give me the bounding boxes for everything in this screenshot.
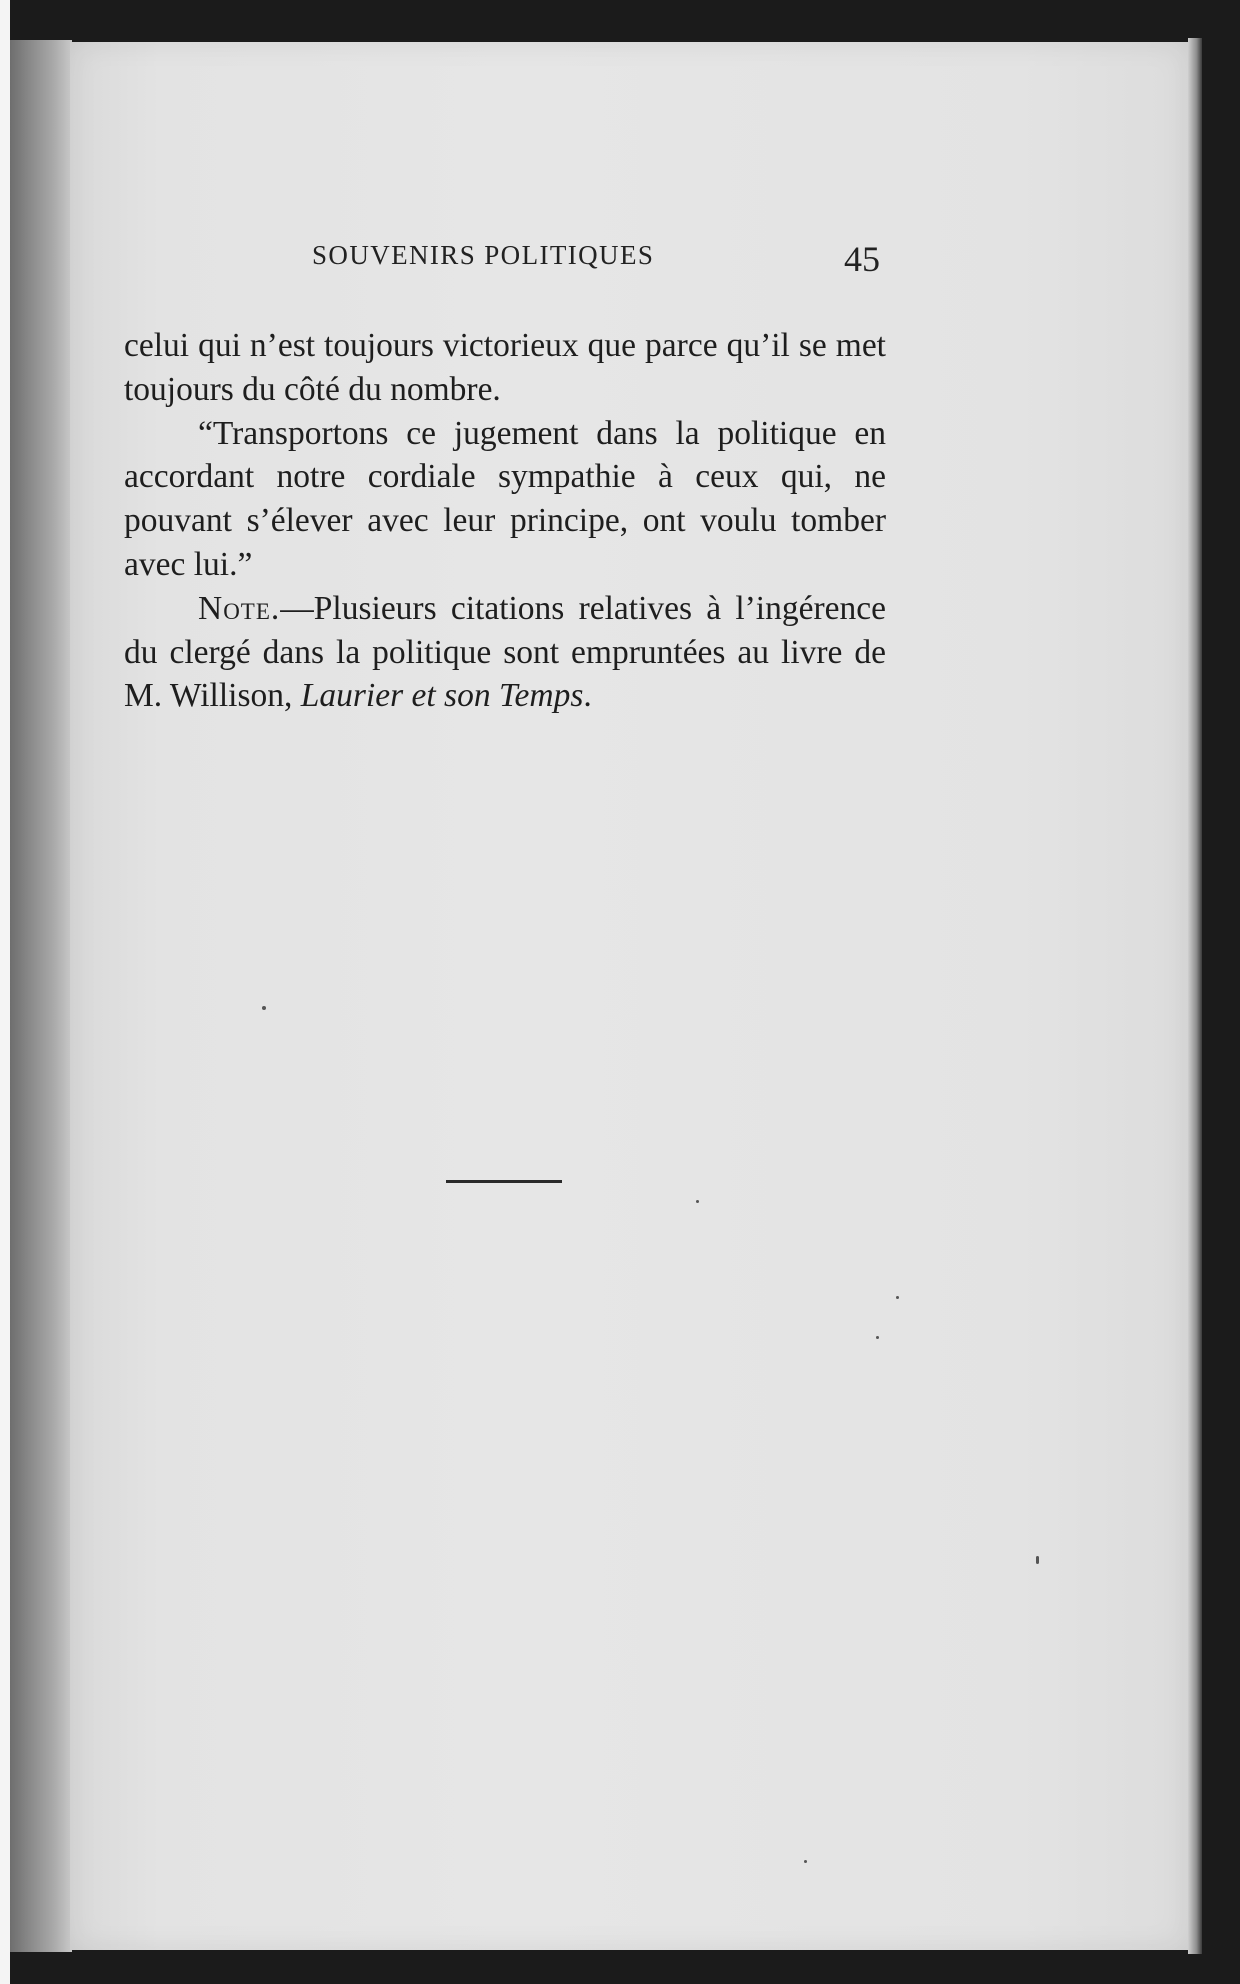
paper-speck [262, 1006, 266, 1010]
page-number: 45 [844, 239, 880, 279]
book-gutter [10, 40, 72, 1952]
page-edge [1188, 38, 1202, 1954]
note-text: —Plusieurs citations relatives à l’ingérence du clergé dans la politique sont empruntées au livre de M. Willison, [124, 589, 886, 715]
scan-background [0, 0, 10, 1984]
paper-speck [1036, 1556, 1039, 1564]
end-rule [446, 1180, 562, 1183]
paper-speck [696, 1200, 699, 1203]
paragraph: “Transportons ce jugement dans la politique en accordant notre cordiale sympathie à ceux qui, ne pouvant s’élever avec leur principe, ont voulu tomber avec lui.” [124, 414, 886, 583]
note-label: Note. [198, 589, 281, 627]
body-text [124, 324, 886, 718]
book-title: Laurier et son Temps [300, 677, 584, 715]
note-paragraph [124, 587, 886, 718]
paper-speck [876, 1336, 879, 1339]
paper-speck [896, 1296, 899, 1299]
paragraph: celui qui n’est toujours victorieux que parce qu’il se met toujours du côté du nombre. [124, 327, 886, 408]
note-text-end: . [583, 677, 592, 715]
paper-speck [804, 1860, 807, 1863]
running-head: SOUVENIRS POLITIQUES [312, 240, 655, 270]
